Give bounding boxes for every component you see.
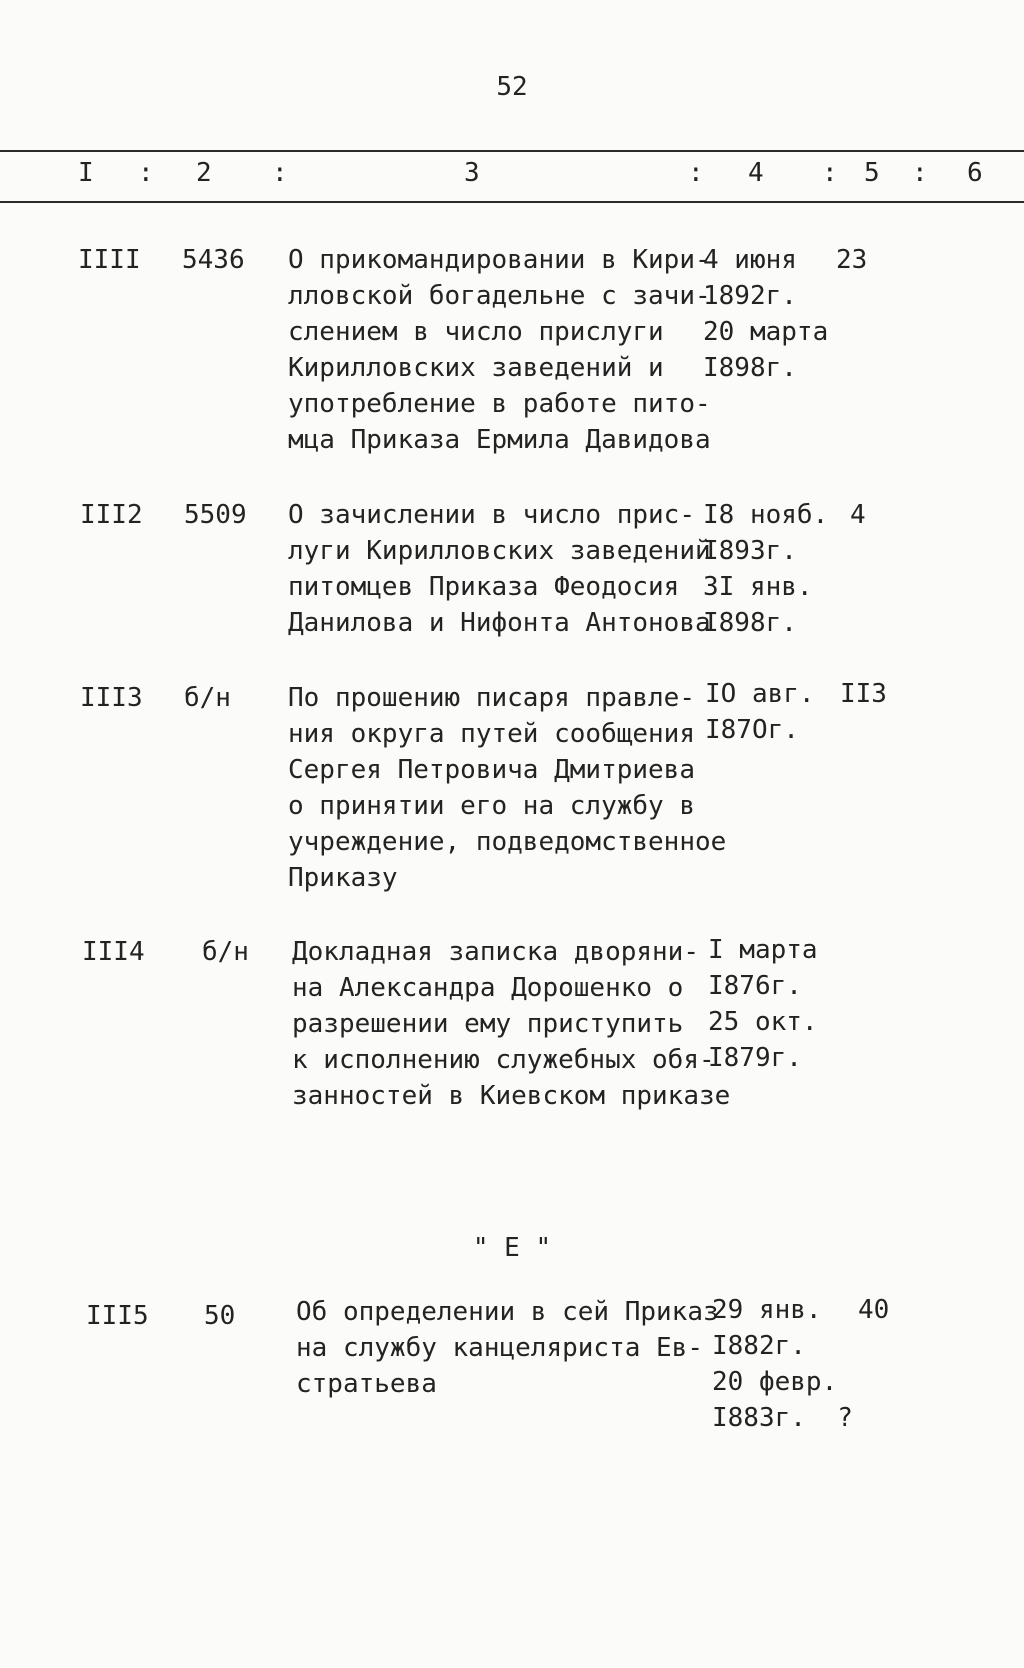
entry-code: 50 xyxy=(204,1301,236,1331)
entry-dates: IO авг. I87Oг. xyxy=(705,679,815,745)
column-header-6: 6 xyxy=(967,158,983,188)
entry-description: О зачислении в число прис- луги Кирилловских заведений питомцев Приказа Феодосия Данилова и Нифонта Антонова xyxy=(288,500,711,638)
entry-number: III5 xyxy=(86,1301,149,1331)
entry-number: III4 xyxy=(82,937,145,967)
entry-description: По прошению писаря правле- ния округа путей сообщения Сергея Петровича Дмитриева о принятии его на службу в учреждение, подведомственное Приказу xyxy=(288,683,727,893)
column-separator: : xyxy=(688,158,704,188)
column-separator: : xyxy=(272,158,288,188)
column-separator: : xyxy=(138,158,154,188)
entry-code: 5436 xyxy=(182,245,245,275)
entry-description: О прикомандировании в Кири- лловской богадельне с зачи- слением в число прислуги Кирилловских заведений и употребление в работе пито- мца Приказа Ермила Давидова xyxy=(288,245,711,455)
entry-dates: 29 янв. I882г. 20 февр. I883г. ? xyxy=(712,1295,853,1433)
column-header-3: 3 xyxy=(464,158,480,188)
column-separator: : xyxy=(912,158,928,188)
column-header-2: 2 xyxy=(196,158,212,188)
entry-number: III2 xyxy=(80,500,143,530)
entry-dates: I марта I876г. 25 окт. I879г. xyxy=(708,935,818,1073)
header-rule-top xyxy=(0,150,1024,152)
entry-description: Докладная записка дворяни- на Александра Дорошенко о разрешении ему приступить к исполнению служебных обя- занностей в Киевском приказе xyxy=(292,937,731,1111)
entry-dates: 4 июня 1892г. 20 марта I898г. xyxy=(703,245,829,383)
column-separator: : xyxy=(822,158,838,188)
section-heading: " Е " xyxy=(472,1233,552,1263)
column-header-4: 4 xyxy=(748,158,764,188)
entry-code: б/н xyxy=(202,937,249,967)
entry-number: IIII xyxy=(78,245,141,275)
entry-sheets: II3 xyxy=(840,679,887,709)
column-header-1: I xyxy=(78,158,94,188)
column-header-5: 5 xyxy=(864,158,880,188)
page-number: 52 xyxy=(496,72,528,102)
entry-sheets: 4 xyxy=(850,500,866,530)
header-rule-bottom xyxy=(0,201,1024,203)
entry-code: 5509 xyxy=(184,500,247,530)
entry-sheets: 40 xyxy=(858,1295,890,1325)
entry-code: б/н xyxy=(184,683,231,713)
entry-sheets: 23 xyxy=(836,245,868,275)
entry-number: III3 xyxy=(80,683,143,713)
entry-description: Об определении в сей Приказ на службу канцеляриста Ев- стратьева xyxy=(296,1297,719,1399)
entry-dates: I8 нояб. I893г. 3I янв. I898г. xyxy=(703,500,829,638)
